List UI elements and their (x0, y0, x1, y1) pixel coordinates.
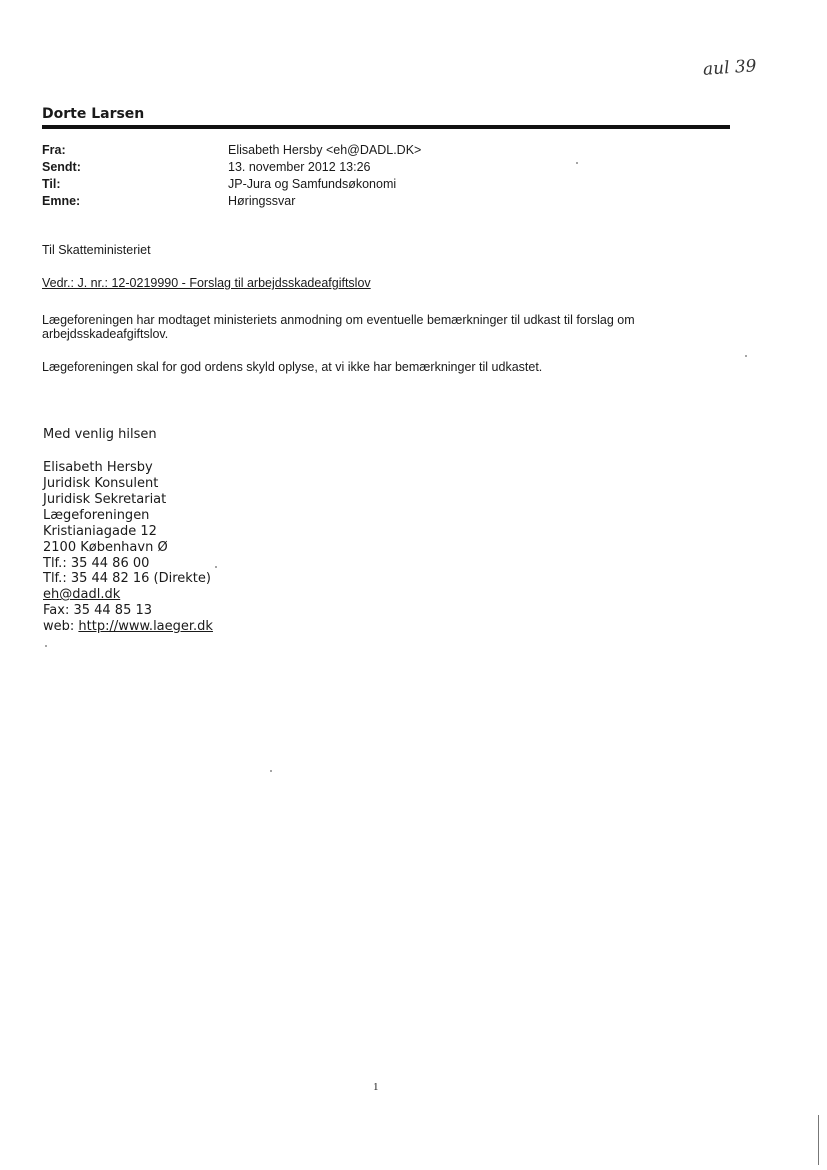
signature-street: Kristianiagade 12 (43, 524, 157, 539)
scan-edge-line (818, 1115, 819, 1165)
paragraph-2: Lægeforeningen skal for god ordens skyld oplyse, at vi ikke har bemærkninger til udkastet. (42, 360, 543, 374)
sender-name: Dorte Larsen (42, 106, 145, 122)
closing: Med venlig hilsen (43, 427, 157, 442)
signature-email-link[interactable]: eh@dadl.dk (43, 587, 121, 602)
signature-phone: Tlf.: 35 44 86 00 (43, 556, 150, 571)
signature-city: 2100 København Ø (43, 540, 168, 555)
signature-web-link[interactable]: http://www.laeger.dk (78, 619, 213, 634)
scan-speck (745, 355, 747, 357)
signature-phone-direct: Tlf.: 35 44 82 16 (Direkte) (43, 571, 211, 586)
header-value-subject: Høringssvar (228, 194, 296, 208)
paragraph-1-line-2: arbejdsskadeafgiftslov. (42, 327, 169, 341)
scan-speck (576, 162, 578, 164)
header-label-subject: Emne: (42, 194, 81, 208)
page-number: 1 (373, 1081, 379, 1093)
signature-title: Juridisk Konsulent (43, 476, 159, 491)
header-value-to: JP-Jura og Samfundsøkonomi (228, 177, 397, 191)
scan-speck (45, 645, 47, 647)
signature-name: Elisabeth Hersby (43, 460, 153, 475)
header-value-from: Elisabeth Hersby <eh@DADL.DK> (228, 143, 422, 157)
header-label-sent: Sendt: (42, 160, 81, 174)
scan-speck (270, 770, 272, 772)
signature-organization: Lægeforeningen (43, 508, 150, 523)
paragraph-1-line-1: Lægeforeningen har modtaget ministeriets anmodning om eventuelle bemærkninger til udkast til forslag om (42, 313, 635, 327)
header-label-from: Fra: (42, 143, 66, 157)
scan-speck (215, 566, 217, 568)
header-label-to: Til: (42, 177, 61, 191)
signature-fax: Fax: 35 44 85 13 (43, 603, 153, 618)
header-value-sent: 13. november 2012 13:26 (228, 160, 371, 174)
handwritten-annotation: aul 39 (702, 56, 758, 80)
signature-department: Juridisk Sekretariat (43, 492, 167, 507)
header-divider (42, 125, 730, 129)
signature-web (43, 619, 213, 634)
greeting: Til Skatteministeriet (42, 243, 151, 257)
subject-reference: Vedr.: J. nr.: 12-0219990 - Forslag til arbejdsskadeafgiftslov (42, 276, 371, 290)
signature-web-label: web: (43, 619, 75, 634)
